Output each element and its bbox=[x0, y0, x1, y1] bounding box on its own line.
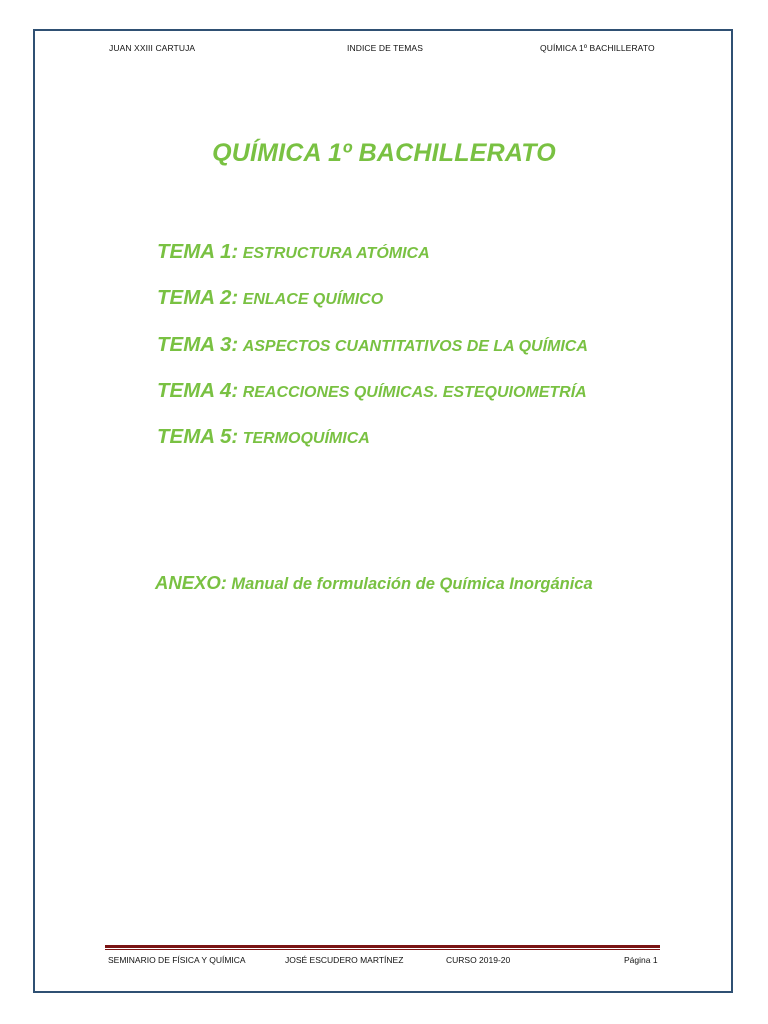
topic-title: ASPECTOS CUANTITATIVOS DE LA QUÍMICA bbox=[242, 338, 588, 355]
topic-title: ENLACE QUÍMICO bbox=[242, 291, 384, 308]
footer-page-number: Página 1 bbox=[624, 955, 658, 965]
header-section: INDICE DE TEMAS bbox=[347, 43, 423, 53]
annex-label: ANEXO: bbox=[155, 572, 227, 593]
page-header bbox=[0, 43, 768, 57]
topic-title: REACCIONES QUÍMICAS. ESTEQUIOMETRÍA bbox=[242, 384, 587, 401]
annex-title: Manual de formulación de Química Inorgánica bbox=[231, 575, 593, 593]
header-subject: QUÍMICA 1º BACHILLERATO bbox=[540, 43, 655, 53]
topic-item bbox=[157, 425, 370, 449]
topic-item bbox=[157, 379, 587, 403]
topic-label: TEMA 1: bbox=[157, 240, 239, 263]
topic-label: TEMA 3: bbox=[157, 333, 239, 356]
topic-item bbox=[157, 286, 383, 310]
topic-item bbox=[157, 333, 588, 357]
topic-title: TERMOQUÍMICA bbox=[242, 430, 370, 447]
topic-item bbox=[157, 240, 430, 264]
annex-entry bbox=[155, 572, 593, 594]
page-border bbox=[33, 29, 733, 993]
footer-author: JOSÉ ESCUDERO MARTÍNEZ bbox=[285, 955, 404, 965]
header-school: JUAN XXIII CARTUJA bbox=[109, 43, 196, 53]
footer-department: SEMINARIO DE FÍSICA Y QUÍMICA bbox=[108, 955, 246, 965]
topic-label: TEMA 5: bbox=[157, 425, 239, 448]
page-title: QUÍMICA 1º BACHILLERATO bbox=[212, 139, 556, 167]
footer-divider bbox=[105, 945, 660, 950]
topic-label: TEMA 4: bbox=[157, 379, 239, 402]
topic-title: ESTRUCTURA ATÓMICA bbox=[242, 245, 430, 262]
footer-course: CURSO 2019-20 bbox=[446, 955, 511, 965]
topic-label: TEMA 2: bbox=[157, 286, 239, 309]
page-footer bbox=[0, 955, 768, 969]
